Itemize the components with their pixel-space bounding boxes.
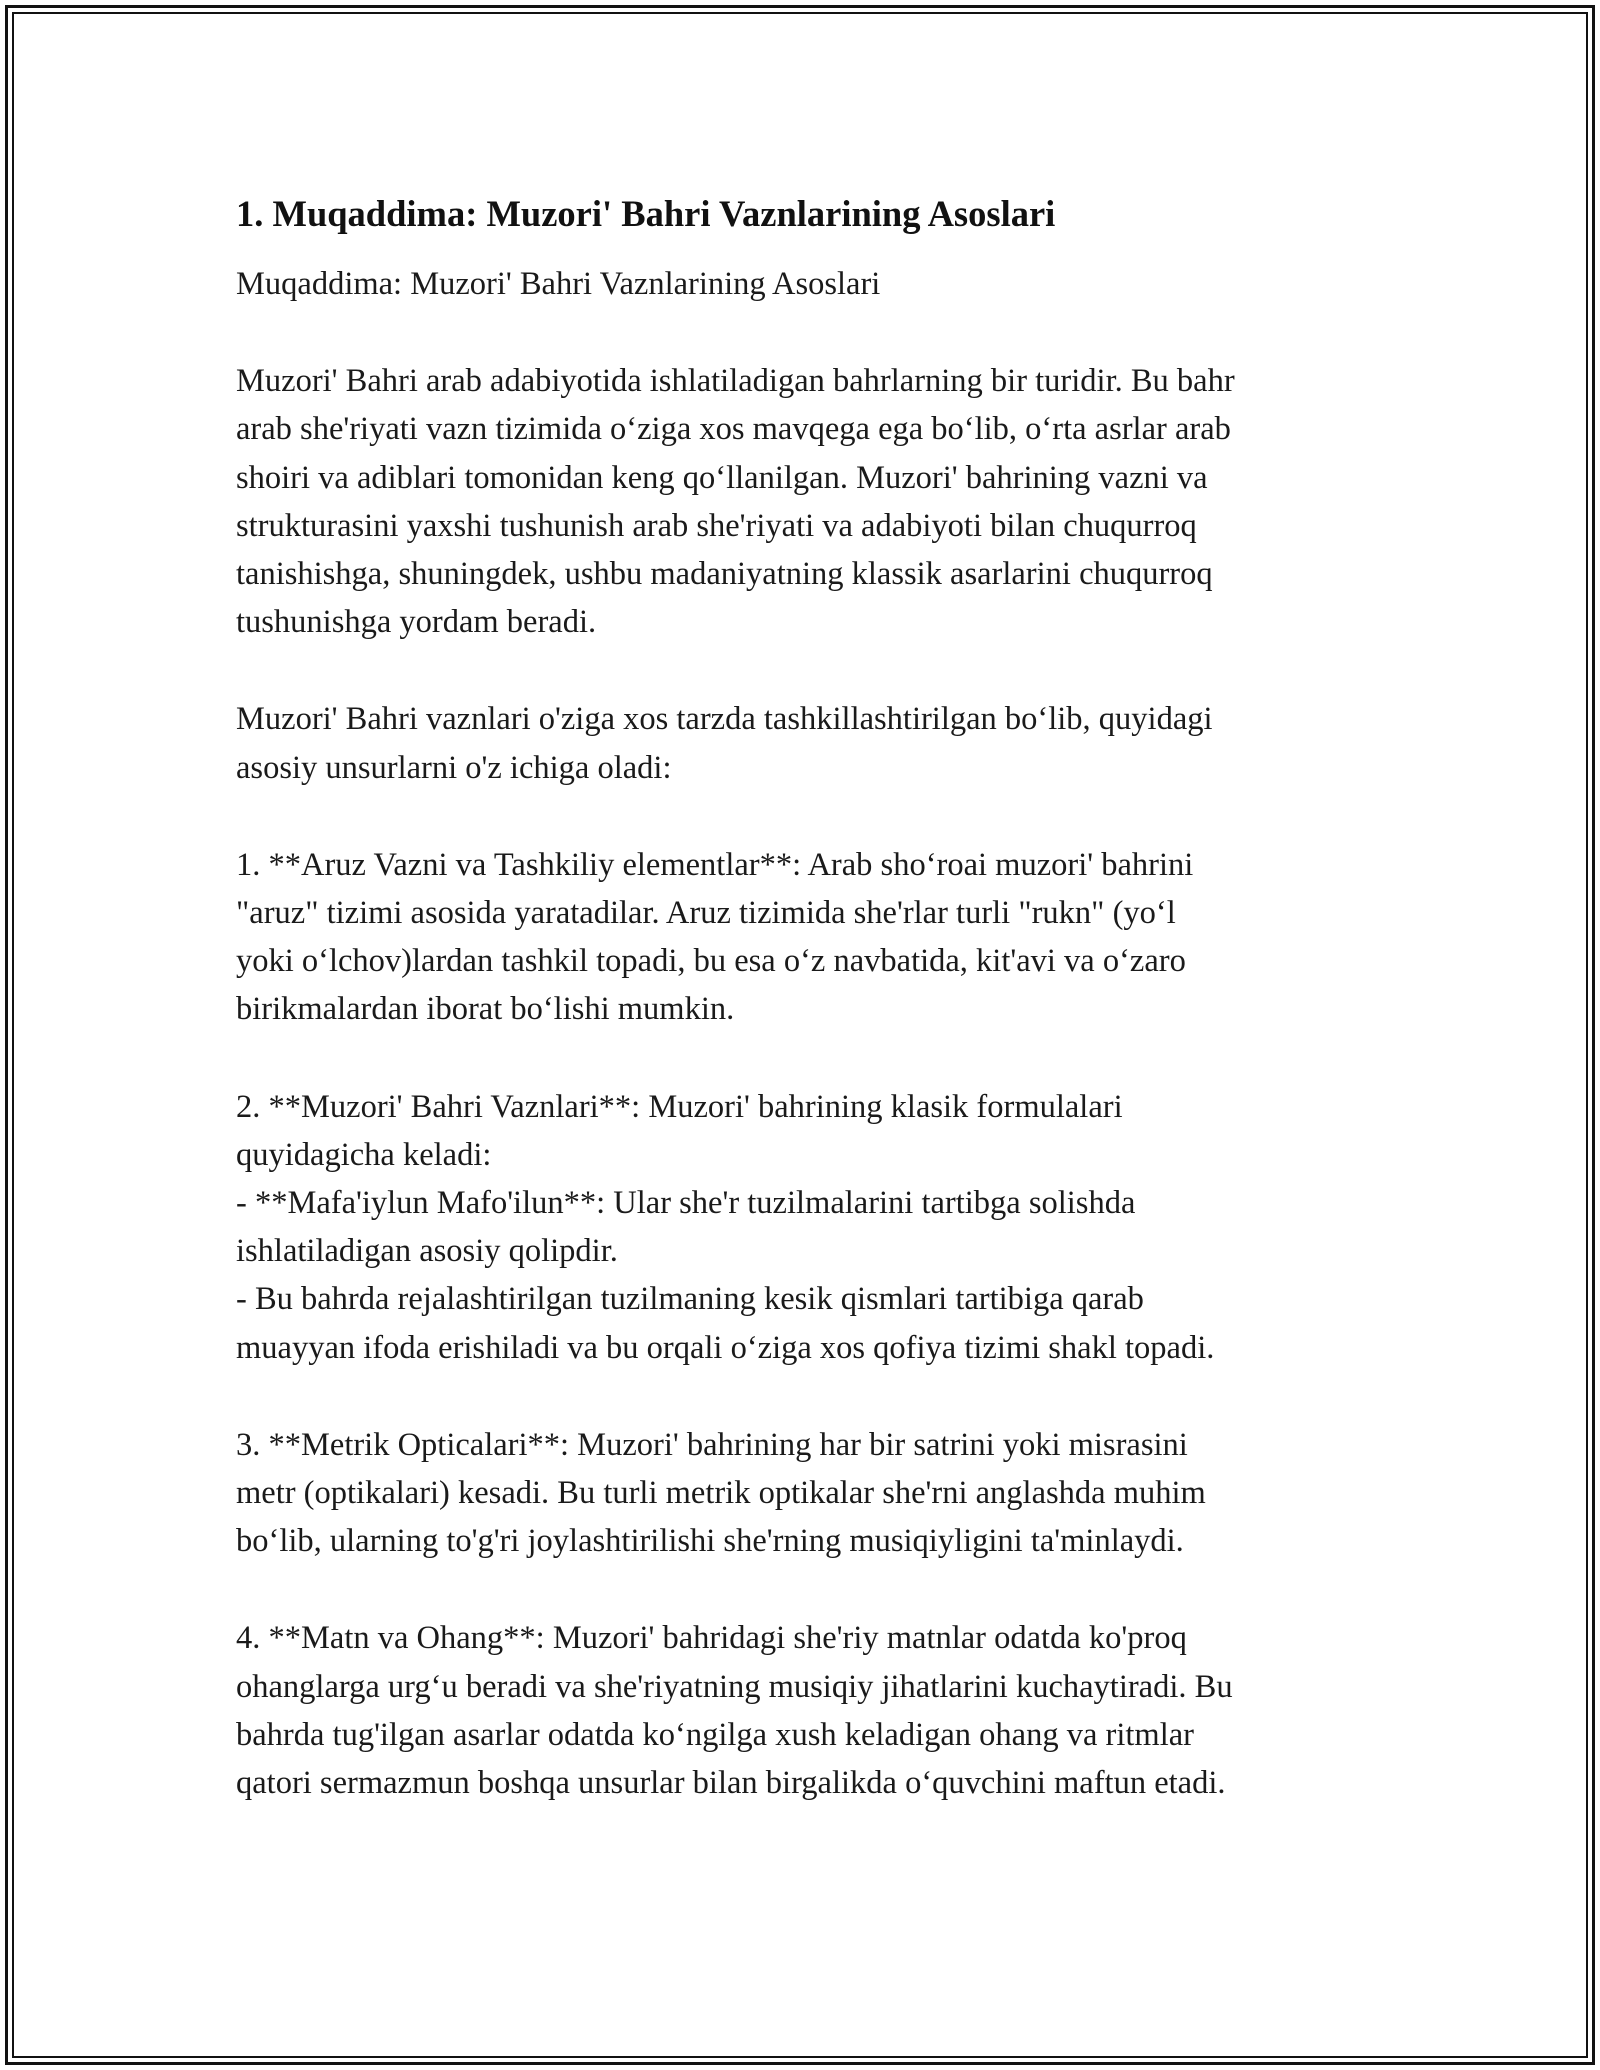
list-item-matn: 4. **Matn va Ohang**: Muzori' bahridagi she'riy matnlar odatda ko'proq ohanglarga urg‘u beradi va she'riyatning musiqiy jihatlarini kuchaytiradi. Bu bahrda tug'ilgan asarlar odatda ko‘ngilga xush keladigan ohang va ritmlar qatori sermazmun boshqa unsurlar bilan birgalikda o‘quvchini maftun etadi.: [236, 1620, 1233, 1802]
list-item-aruz: 1. **Aruz Vazni va Tashkiliy elementlar**: Arab sho‘roai muzori' bahrini "aruz" tizimi asosida yaratadilar. Aruz tizimida she'rlar turli "rukn" (yo‘l yoki o‘lchov)lardan tashkil topadi, bu esa o‘z navbatida, kit'avi va o‘zaro birikmalardan iborat bo‘lishi mumkin.: [236, 846, 1194, 1028]
document-body: [236, 188, 1376, 1807]
section-heading: 1. Muqaddima: Muzori' Bahri Vaznlarining Asoslari: [236, 193, 1056, 234]
list-item-vaznlari: 2. **Muzori' Bahri Vaznlari**: Muzori' bahrining klasik formulalari quyidagicha keladi: - **Mafa'iylun Mafo'ilun**: Ular she'r tuzilmalarini tartibga solishda ishlatiladigan asosiy qolipdir. - Bu bahrda rejalashtirilgan tuzilmaning kesik qismlari tartibiga qarab muayyan ifoda erishiladi va bu orqali o‘ziga xos qofiya tizimi shakl topadi.: [236, 1088, 1215, 1366]
list-item-metrik: 3. **Metrik Opticalari**: Muzori' bahrining har bir satrini yoki misrasini metr (optikalari) kesadi. Bu turli metrik optikalar she'rni anglashda muhim bo‘lib, ularning to'g'ri joylashtirilishi she'rning musiqiyligini ta'minlaydi.: [236, 1426, 1206, 1560]
section-subtitle: Muqaddima: Muzori' Bahri Vaznlarining Asoslari: [236, 266, 881, 302]
intro-paragraph: Muzori' Bahri arab adabiyotida ishlatiladigan bahrlarning bir turidir. Bu bahr arab she'riyati vazn tizimida o‘ziga xos mavqega ega bo‘lib, o‘rta asrlar arab shoiri va adiblari tomonidan keng qo‘llanilgan. Muzori' bahrining vazni va strukturasini yaxshi tushunish arab she'riyati va adabiyoti bilan chuqurroq tanishishga, shuningdek, ushbu madaniyatning klassik asarlarini chuqurroq tushunishga yordam beradi.: [236, 363, 1235, 641]
elements-intro-paragraph: Muzori' Bahri vaznlari o'ziga xos tarzda tashkillashtirilgan bo‘lib, quyidagi asosiy unsurlarni o'z ichiga oladi:: [236, 701, 1213, 786]
